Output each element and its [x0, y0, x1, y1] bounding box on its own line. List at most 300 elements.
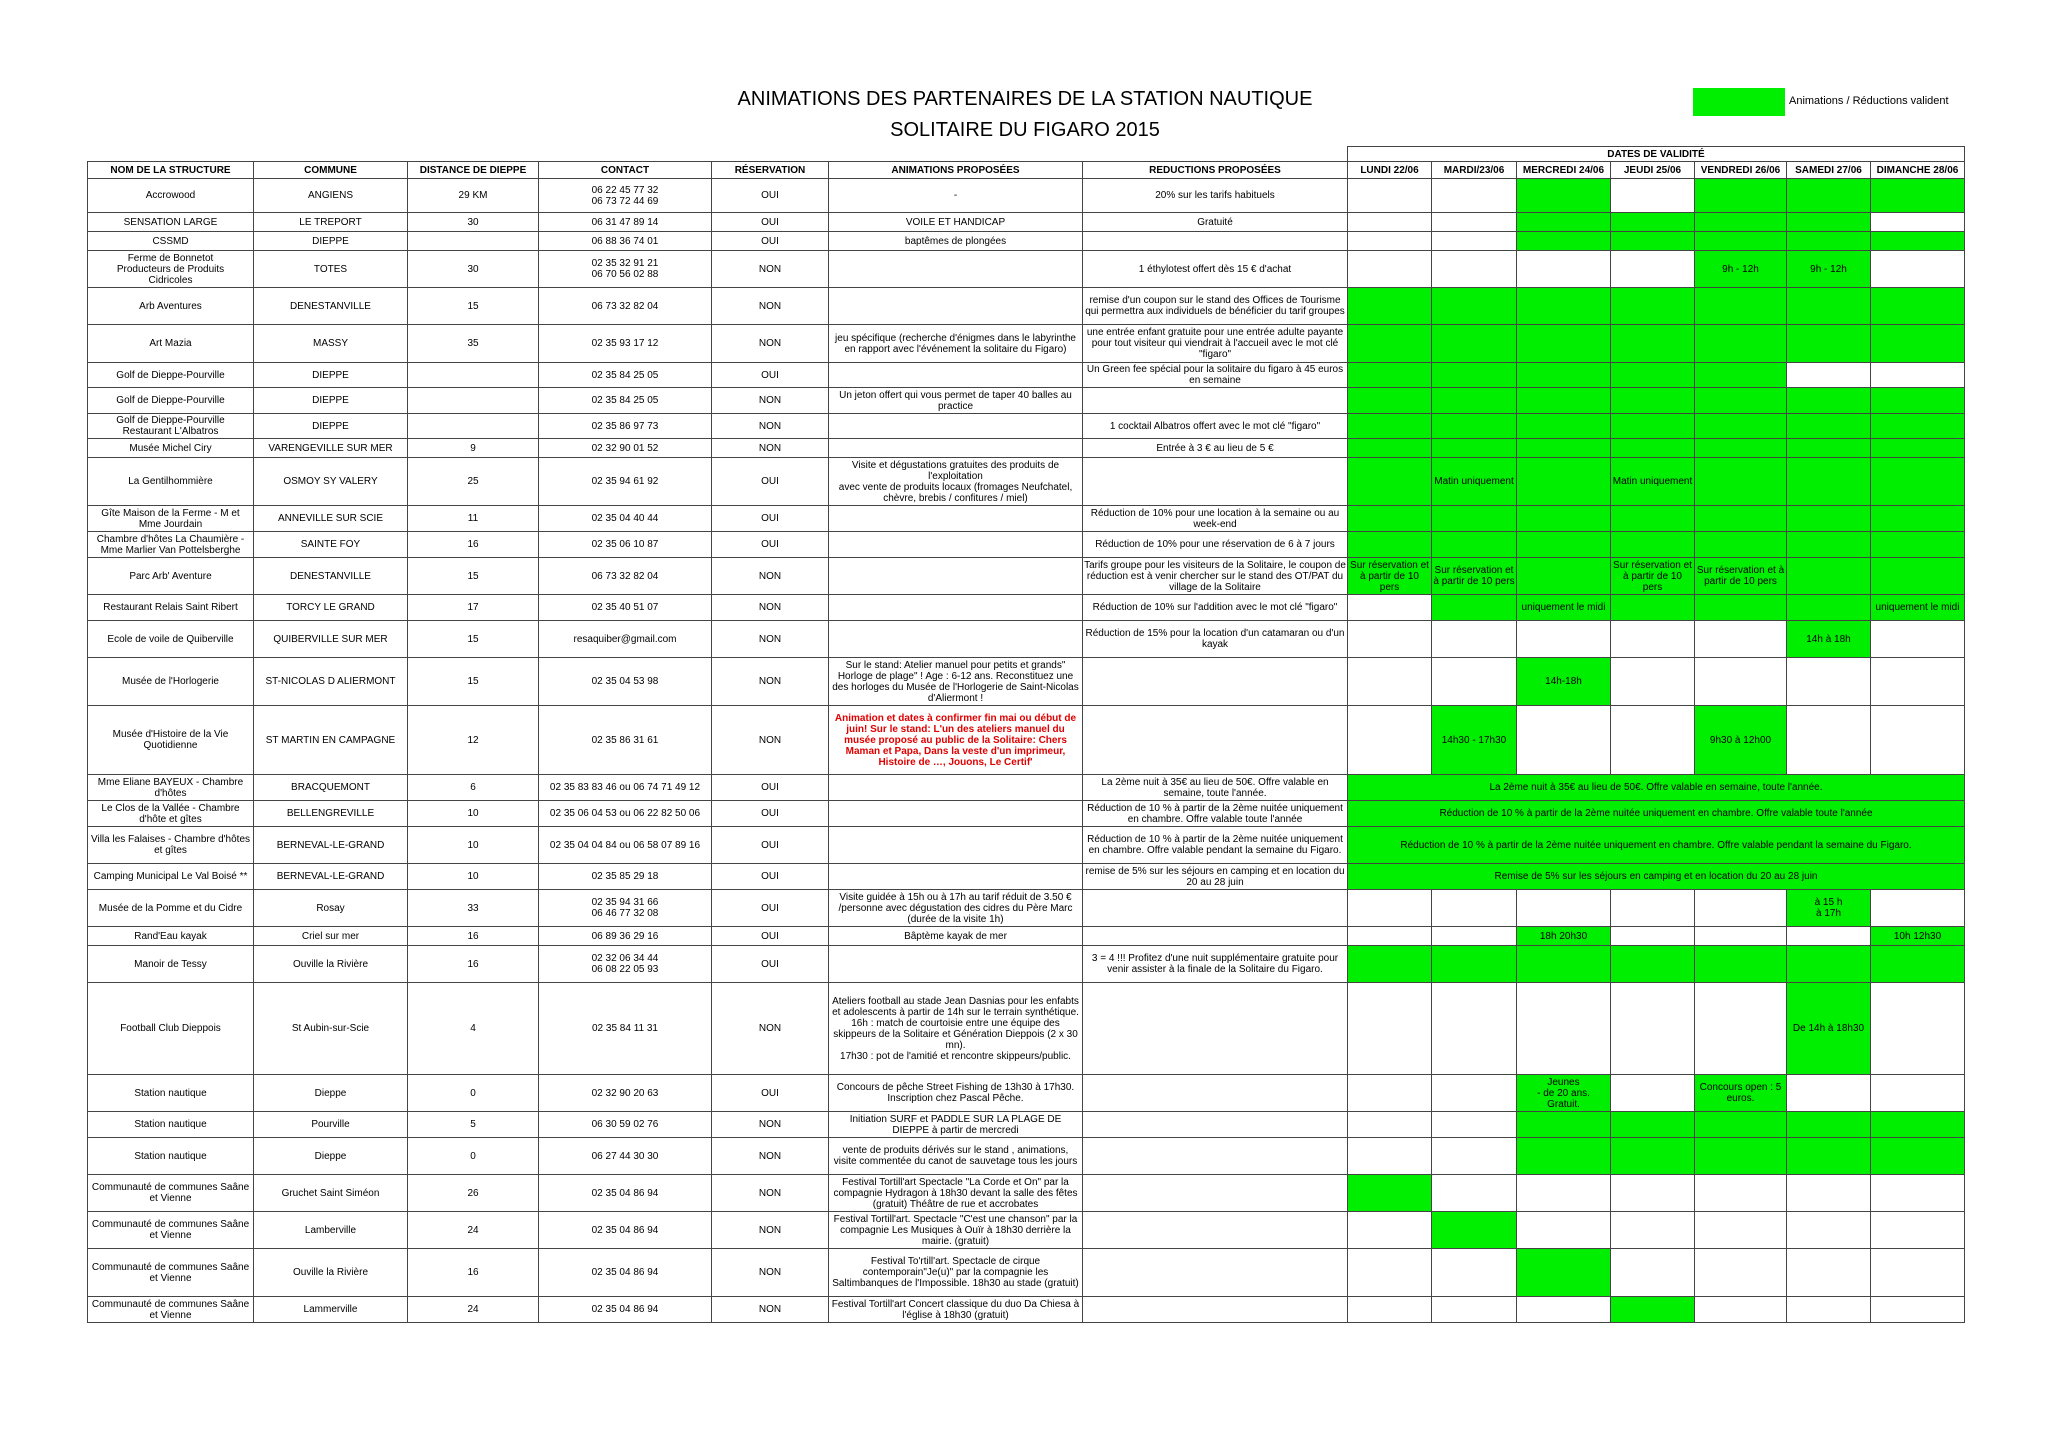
- commune-cell: Ouville la Rivière: [254, 1249, 408, 1297]
- day-cell: [1517, 1175, 1611, 1212]
- day-cell: [1611, 1112, 1695, 1138]
- day-cell: [1787, 414, 1871, 439]
- day-cell: [1787, 325, 1871, 363]
- day-cell: [1348, 532, 1432, 558]
- reservation-cell: NON: [712, 251, 829, 288]
- day-cell: [1348, 658, 1432, 706]
- distance-cell: 17: [408, 595, 539, 621]
- reservation-cell: OUI: [712, 232, 829, 251]
- commune-cell: DIEPPE: [254, 363, 408, 388]
- blank-cell: [1083, 147, 1348, 162]
- animations-cell: [829, 414, 1083, 439]
- day-cell: [1348, 1112, 1432, 1138]
- day-cell: [1348, 179, 1432, 213]
- commune-cell: VARENGEVILLE SUR MER: [254, 439, 408, 458]
- day-cell: [1432, 927, 1517, 946]
- commune-cell: DIEPPE: [254, 388, 408, 414]
- table-row: [88, 506, 1965, 532]
- day-cell: [1517, 251, 1611, 288]
- day-cell: [1871, 363, 1965, 388]
- day-cell: [1611, 251, 1695, 288]
- animations-cell: Animation et dates à confirmer fin mai ou début de juin! Sur le stand: L'un des ateliers manuel du musée proposé au public de la Solitaire: Chers Maman et Papa, Dans la veste d'un imprimeur, Histoire de …, Jouons, Le Certif': [829, 706, 1083, 775]
- day-cell: [1517, 1297, 1611, 1323]
- commune-cell: DIEPPE: [254, 232, 408, 251]
- day-cell: [1787, 558, 1871, 595]
- animations-cell: [829, 864, 1083, 890]
- reductions-cell: Gratuité: [1083, 213, 1348, 232]
- table-row: [88, 890, 1965, 927]
- day-cell: [1517, 1138, 1611, 1175]
- day-cell: [1871, 621, 1965, 658]
- commune-cell: ST-NICOLAS D ALIERMONT: [254, 658, 408, 706]
- contact-cell: 02 35 93 17 12: [539, 325, 712, 363]
- day-cell: [1611, 532, 1695, 558]
- day-cell: 18h 20h30: [1517, 927, 1611, 946]
- day-cell: [1517, 706, 1611, 775]
- day-cell: [1611, 706, 1695, 775]
- reductions-cell: [1083, 1175, 1348, 1212]
- distance-cell: 16: [408, 532, 539, 558]
- day-cell: [1348, 1075, 1432, 1112]
- commune-cell: Rosay: [254, 890, 408, 927]
- reductions-cell: [1083, 232, 1348, 251]
- structure-name-cell: Chambre d'hôtes La Chaumière - Mme Marlier Van Pottelsberghe: [88, 532, 254, 558]
- distance-cell: 29 KM: [408, 179, 539, 213]
- table-row: [88, 363, 1965, 388]
- contact-cell: 02 35 94 61 92: [539, 458, 712, 506]
- structure-name-cell: Villa les Falaises - Chambre d'hôtes et gîtes: [88, 827, 254, 864]
- day-cell: [1432, 1212, 1517, 1249]
- animations-cell: Sur le stand: Atelier manuel pour petits et grands" Horloge de plage" ! Age : 6-12 ans. Reconstituez une des horloges du Musée de l'Horlogerie de Saint-Nicolas d'Aliermont !: [829, 658, 1083, 706]
- day-cell: [1695, 213, 1787, 232]
- day-cell: [1871, 983, 1965, 1075]
- day-cell: [1517, 325, 1611, 363]
- day-cell: [1787, 706, 1871, 775]
- day-cell: [1517, 558, 1611, 595]
- distance-cell: 6: [408, 775, 539, 801]
- distance-cell: 16: [408, 927, 539, 946]
- table-row: [88, 1075, 1965, 1112]
- day-cell: [1611, 927, 1695, 946]
- reservation-cell: OUI: [712, 506, 829, 532]
- reductions-cell: [1083, 1297, 1348, 1323]
- day-cell: [1695, 983, 1787, 1075]
- day-cell: [1871, 325, 1965, 363]
- day-cell: [1871, 1297, 1965, 1323]
- reservation-cell: OUI: [712, 1075, 829, 1112]
- animations-cell: [829, 621, 1083, 658]
- day-cell: à 15 h à 17h: [1787, 890, 1871, 927]
- reservation-cell: NON: [712, 558, 829, 595]
- animations-cell: [829, 775, 1083, 801]
- day-cell: [1611, 179, 1695, 213]
- day-cell: [1695, 1112, 1787, 1138]
- commune-cell: St Aubin-sur-Scie: [254, 983, 408, 1075]
- day-cell: [1517, 890, 1611, 927]
- day-cell: [1695, 890, 1787, 927]
- contact-cell: 02 35 32 91 21 06 70 56 02 88: [539, 251, 712, 288]
- day-cell: 9h30 à 12h00: [1695, 706, 1787, 775]
- day-cell: [1695, 532, 1787, 558]
- column-header: REDUCTIONS PROPOSÉES: [1083, 162, 1348, 179]
- day-cell: [1695, 1212, 1787, 1249]
- distance-cell: 15: [408, 621, 539, 658]
- contact-cell: 02 35 04 04 84 ou 06 58 07 89 16: [539, 827, 712, 864]
- animations-cell: [829, 251, 1083, 288]
- table-row: [88, 1138, 1965, 1175]
- day-cell: [1871, 288, 1965, 325]
- structure-name-cell: Golf de Dieppe-Pourville: [88, 363, 254, 388]
- reservation-cell: NON: [712, 1249, 829, 1297]
- table-row: [88, 621, 1965, 658]
- day-cell: [1871, 458, 1965, 506]
- reductions-cell: remise de 5% sur les séjours en camping et en location du 20 au 28 juin: [1083, 864, 1348, 890]
- reservation-cell: NON: [712, 325, 829, 363]
- day-cell: [1787, 458, 1871, 506]
- animations-cell: [829, 946, 1083, 983]
- commune-cell: DENESTANVILLE: [254, 288, 408, 325]
- structure-name-cell: Manoir de Tessy: [88, 946, 254, 983]
- contact-cell: 02 35 06 10 87: [539, 532, 712, 558]
- validity-span-cell: Réduction de 10 % à partir de la 2ème nuitée uniquement en chambre. Offre valable toute l'année: [1348, 801, 1965, 827]
- distance-cell: 10: [408, 801, 539, 827]
- day-cell: [1432, 1297, 1517, 1323]
- day-cell: [1695, 458, 1787, 506]
- distance-cell: 16: [408, 1249, 539, 1297]
- day-cell: [1695, 363, 1787, 388]
- partners-table: [87, 146, 1965, 1323]
- day-cell: [1432, 388, 1517, 414]
- structure-name-cell: Accrowood: [88, 179, 254, 213]
- reservation-cell: OUI: [712, 927, 829, 946]
- day-cell: Sur réservation et à partir de 10 pers: [1432, 558, 1517, 595]
- distance-cell: 12: [408, 706, 539, 775]
- animations-cell: Festival Tortill'art. Spectacle "C'est une chanson" par la compagnie Les Musiques à Ouïr à 18h30 derrière la mairie. (gratuit): [829, 1212, 1083, 1249]
- table-row: [88, 179, 1965, 213]
- contact-cell: 02 35 83 83 46 ou 06 74 71 49 12: [539, 775, 712, 801]
- day-cell: [1517, 983, 1611, 1075]
- reductions-cell: [1083, 658, 1348, 706]
- animations-cell: [829, 558, 1083, 595]
- distance-cell: [408, 363, 539, 388]
- day-cell: [1787, 532, 1871, 558]
- animations-cell: -: [829, 179, 1083, 213]
- contact-cell: 02 35 84 25 05: [539, 388, 712, 414]
- day-cell: [1871, 890, 1965, 927]
- contact-cell: 02 35 04 86 94: [539, 1212, 712, 1249]
- commune-cell: DENESTANVILLE: [254, 558, 408, 595]
- day-cell: [1871, 532, 1965, 558]
- day-cell: 10h 12h30: [1871, 927, 1965, 946]
- day-cell: [1348, 983, 1432, 1075]
- day-cell: [1432, 890, 1517, 927]
- day-cell: [1787, 363, 1871, 388]
- table-row: [88, 458, 1965, 506]
- reductions-cell: [1083, 1212, 1348, 1249]
- distance-cell: 26: [408, 1175, 539, 1212]
- reservation-cell: OUI: [712, 775, 829, 801]
- contact-cell: 02 35 04 86 94: [539, 1297, 712, 1323]
- commune-cell: BELLENGREVILLE: [254, 801, 408, 827]
- blank-cell: [408, 147, 539, 162]
- contact-cell: 06 27 44 30 30: [539, 1138, 712, 1175]
- distance-cell: 25: [408, 458, 539, 506]
- day-cell: [1348, 439, 1432, 458]
- animations-cell: VOILE ET HANDICAP: [829, 213, 1083, 232]
- day-cell: [1871, 558, 1965, 595]
- day-cell: [1432, 232, 1517, 251]
- animations-cell: Concours de pêche Street Fishing de 13h30 à 17h30. Inscription chez Pascal Pêche.: [829, 1075, 1083, 1112]
- day-cell: [1695, 658, 1787, 706]
- contact-cell: 02 35 86 97 73: [539, 414, 712, 439]
- day-cell: [1871, 658, 1965, 706]
- reservation-cell: OUI: [712, 213, 829, 232]
- reductions-cell: [1083, 983, 1348, 1075]
- day-cell: 9h - 12h: [1787, 251, 1871, 288]
- contact-cell: 02 32 90 01 52: [539, 439, 712, 458]
- reservation-cell: NON: [712, 388, 829, 414]
- legend-green-swatch: [1693, 88, 1785, 116]
- animations-cell: baptêmes de plongées: [829, 232, 1083, 251]
- distance-cell: [408, 388, 539, 414]
- day-cell: 14h à 18h: [1787, 621, 1871, 658]
- animations-cell: [829, 532, 1083, 558]
- structure-name-cell: Communauté de communes Saâne et Vienne: [88, 1175, 254, 1212]
- animations-cell: Bâptème kayak de mer: [829, 927, 1083, 946]
- table-row: [88, 439, 1965, 458]
- day-cell: [1611, 1075, 1695, 1112]
- dates-header: DATES DE VALIDITÉ: [1348, 147, 1965, 162]
- structure-name-cell: La Gentilhommière: [88, 458, 254, 506]
- day-cell: [1348, 232, 1432, 251]
- reductions-cell: [1083, 927, 1348, 946]
- distance-cell: [408, 232, 539, 251]
- day-cell: [1871, 179, 1965, 213]
- day-cell: [1432, 983, 1517, 1075]
- day-cell: [1348, 388, 1432, 414]
- day-cell: [1432, 595, 1517, 621]
- day-cell: [1695, 927, 1787, 946]
- day-cell: [1871, 506, 1965, 532]
- animations-cell: Festival Tortill'art Concert classique du duo Da Chiesa à l'église à 18h30 (gratuit): [829, 1297, 1083, 1323]
- reductions-cell: 1 éthylotest offert dès 15 € d'achat: [1083, 251, 1348, 288]
- contact-cell: 06 31 47 89 14: [539, 213, 712, 232]
- table-row: [88, 414, 1965, 439]
- distance-cell: 4: [408, 983, 539, 1075]
- day-cell: [1611, 388, 1695, 414]
- day-cell: [1432, 363, 1517, 388]
- day-cell: uniquement le midi: [1871, 595, 1965, 621]
- reservation-cell: OUI: [712, 179, 829, 213]
- commune-cell: BERNEVAL-LE-GRAND: [254, 827, 408, 864]
- animations-cell: Un jeton offert qui vous permet de taper 40 balles au practice: [829, 388, 1083, 414]
- day-cell: [1611, 232, 1695, 251]
- commune-cell: Ouville la Rivière: [254, 946, 408, 983]
- table-row: [88, 288, 1965, 325]
- contact-cell: 02 32 06 34 44 06 08 22 05 93: [539, 946, 712, 983]
- structure-name-cell: Parc Arb' Aventure: [88, 558, 254, 595]
- reductions-cell: [1083, 458, 1348, 506]
- commune-cell: DIEPPE: [254, 414, 408, 439]
- animations-cell: [829, 506, 1083, 532]
- document-subtitle: SOLITAIRE DU FIGARO 2015: [890, 119, 1160, 141]
- validity-span-cell: Réduction de 10 % à partir de la 2ème nuitée uniquement en chambre. Offre valable pendant la semaine du Figaro.: [1348, 827, 1965, 864]
- day-cell: [1348, 946, 1432, 983]
- reductions-cell: [1083, 1249, 1348, 1297]
- day-cell: uniquement le midi: [1517, 595, 1611, 621]
- reservation-cell: NON: [712, 983, 829, 1075]
- day-cell: [1432, 288, 1517, 325]
- reservation-cell: NON: [712, 1138, 829, 1175]
- day-cell: [1611, 414, 1695, 439]
- blank-cell: [712, 147, 829, 162]
- contact-cell: 02 32 90 20 63: [539, 1075, 712, 1112]
- day-cell: [1695, 439, 1787, 458]
- reductions-cell: La 2ème nuit à 35€ au lieu de 50€. Offre valable en semaine, toute l'année.: [1083, 775, 1348, 801]
- day-cell: [1432, 658, 1517, 706]
- commune-cell: Dieppe: [254, 1138, 408, 1175]
- animations-cell: Visite guidée à 15h ou à 17h au tarif réduit de 3.50 € /personne avec dégustation des cidres du Père Marc (durée de la visite 1h): [829, 890, 1083, 927]
- day-cell: [1517, 363, 1611, 388]
- day-cell: [1787, 1212, 1871, 1249]
- table-row: [88, 827, 1965, 864]
- day-cell: [1348, 506, 1432, 532]
- day-cell: [1871, 1112, 1965, 1138]
- reductions-cell: Réduction de 10% pour une réservation de 6 à 7 jours: [1083, 532, 1348, 558]
- day-cell: [1348, 1175, 1432, 1212]
- structure-name-cell: Arb Aventures: [88, 288, 254, 325]
- contact-cell: 02 35 94 31 66 06 46 77 32 08: [539, 890, 712, 927]
- reservation-cell: NON: [712, 706, 829, 775]
- day-cell: [1611, 1249, 1695, 1297]
- day-cell: [1517, 458, 1611, 506]
- animations-cell: [829, 363, 1083, 388]
- day-cell: [1432, 946, 1517, 983]
- day-cell: [1611, 213, 1695, 232]
- animations-cell: Festival To'rtill'art. Spectacle de cirque contemporain"Je(u)" par la compagnie les Saltimbanques de l'Impossible. 18h30 au stade (gratuit): [829, 1249, 1083, 1297]
- reductions-cell: [1083, 1112, 1348, 1138]
- distance-cell: 10: [408, 864, 539, 890]
- animations-cell: [829, 801, 1083, 827]
- structure-name-cell: Musée d'Histoire de la Vie Quotidienne: [88, 706, 254, 775]
- reservation-cell: OUI: [712, 827, 829, 864]
- structure-name-cell: Musée Michel Ciry: [88, 439, 254, 458]
- structure-name-cell: Station nautique: [88, 1112, 254, 1138]
- day-cell: [1871, 946, 1965, 983]
- reductions-cell: [1083, 890, 1348, 927]
- day-cell: [1432, 1075, 1517, 1112]
- day-cell: [1517, 179, 1611, 213]
- day-cell: [1348, 458, 1432, 506]
- table-row: [88, 983, 1965, 1075]
- day-cell: [1695, 621, 1787, 658]
- day-cell: [1432, 1249, 1517, 1297]
- structure-name-cell: Art Mazia: [88, 325, 254, 363]
- day-cell: 14h-18h: [1517, 658, 1611, 706]
- day-cell: [1432, 1175, 1517, 1212]
- reductions-cell: une entrée enfant gratuite pour une entrée adulte payante pour tout visiteur qui viendrait à l'accueil avec le mot clé "figaro": [1083, 325, 1348, 363]
- table-row: [88, 325, 1965, 363]
- table-row: [88, 864, 1965, 890]
- day-cell: 9h - 12h: [1695, 251, 1787, 288]
- column-header: ANIMATIONS PROPOSÉES: [829, 162, 1083, 179]
- structure-name-cell: Football Club Dieppois: [88, 983, 254, 1075]
- day-cell: [1611, 946, 1695, 983]
- day-cell: [1787, 1175, 1871, 1212]
- day-cell: [1611, 1212, 1695, 1249]
- reservation-cell: NON: [712, 658, 829, 706]
- distance-cell: 0: [408, 1075, 539, 1112]
- table-row: [88, 1112, 1965, 1138]
- day-cell: [1787, 927, 1871, 946]
- day-cell: [1787, 1075, 1871, 1112]
- reservation-cell: NON: [712, 1112, 829, 1138]
- reductions-cell: 20% sur les tarifs habituels: [1083, 179, 1348, 213]
- table-row: [88, 927, 1965, 946]
- structure-name-cell: Communauté de communes Saâne et Vienne: [88, 1297, 254, 1323]
- reservation-cell: NON: [712, 1297, 829, 1323]
- structure-name-cell: Musée de l'Horlogerie: [88, 658, 254, 706]
- day-cell: [1611, 658, 1695, 706]
- day-cell: [1432, 414, 1517, 439]
- table-row: [88, 251, 1965, 288]
- day-cell: [1871, 1212, 1965, 1249]
- reductions-cell: remise d'un coupon sur le stand des Offices de Tourisme qui permettra aux individuels de bénéficier du tarif groupes: [1083, 288, 1348, 325]
- distance-cell: 33: [408, 890, 539, 927]
- day-cell: [1517, 1212, 1611, 1249]
- reservation-cell: OUI: [712, 946, 829, 983]
- reductions-cell: Un Green fee spécial pour la solitaire du figaro à 45 euros en semaine: [1083, 363, 1348, 388]
- column-header: CONTACT: [539, 162, 712, 179]
- day-cell: [1611, 890, 1695, 927]
- commune-cell: BRACQUEMONT: [254, 775, 408, 801]
- day-cell: [1787, 1138, 1871, 1175]
- contact-cell: 06 73 32 82 04: [539, 288, 712, 325]
- distance-cell: 30: [408, 251, 539, 288]
- animations-cell: [829, 827, 1083, 864]
- commune-cell: ANGIENS: [254, 179, 408, 213]
- day-cell: [1787, 232, 1871, 251]
- distance-cell: 24: [408, 1297, 539, 1323]
- day-cell: Matin uniquement: [1611, 458, 1695, 506]
- table-row: [88, 801, 1965, 827]
- validity-span-cell: La 2ème nuit à 35€ au lieu de 50€. Offre valable en semaine, toute l'année.: [1348, 775, 1965, 801]
- day-cell: [1611, 1175, 1695, 1212]
- reservation-cell: NON: [712, 1212, 829, 1249]
- day-cell: [1348, 927, 1432, 946]
- blank-cell: [829, 147, 1083, 162]
- contact-cell: 02 35 86 31 61: [539, 706, 712, 775]
- column-header: DISTANCE DE DIEPPE: [408, 162, 539, 179]
- animations-cell: [829, 439, 1083, 458]
- table-row: [88, 775, 1965, 801]
- table-row: [88, 558, 1965, 595]
- contact-cell: 06 22 45 77 32 06 73 72 44 69: [539, 179, 712, 213]
- structure-name-cell: Restaurant Relais Saint Ribert: [88, 595, 254, 621]
- reductions-cell: Tarifs groupe pour les visiteurs de la Solitaire, le coupon de réduction est à venir chercher sur le stand des OT/PAT du village de la Solitaire: [1084, 559, 1346, 593]
- table-row: [88, 232, 1965, 251]
- day-cell: [1432, 439, 1517, 458]
- document-title: ANIMATIONS DES PARTENAIRES DE LA STATION NAUTIQUE: [737, 88, 1313, 110]
- day-cell: [1611, 621, 1695, 658]
- distance-cell: 15: [408, 658, 539, 706]
- day-cell: [1871, 439, 1965, 458]
- table-row: [88, 388, 1965, 414]
- contact-cell: 06 73 32 82 04: [539, 558, 712, 595]
- reductions-cell: 3 = 4 !!! Profitez d'une nuit supplémentaire gratuite pour venir assister à la finale de la Solitaire du Figaro.: [1083, 946, 1348, 983]
- commune-cell: SAINTE FOY: [254, 532, 408, 558]
- reservation-cell: NON: [712, 621, 829, 658]
